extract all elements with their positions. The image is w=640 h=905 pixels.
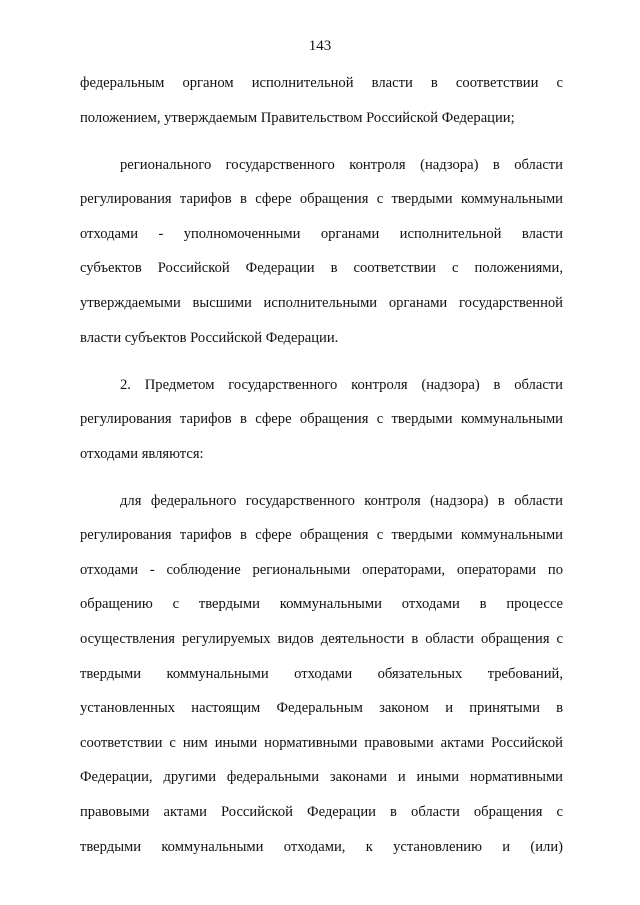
text-line: отходами - соблюдение региональными операторами, операторами по <box>80 561 563 578</box>
paragraph-3 <box>80 368 563 472</box>
text-line: отходами являются: <box>80 445 204 462</box>
text-line: твердыми коммунальными отходами, к установлению и (или) <box>80 838 563 855</box>
text-line: обращению с твердыми коммунальными отходами в процессе <box>80 596 563 613</box>
paragraph-4 <box>80 484 563 865</box>
text-line: Федерации, другими федеральными законами и иными нормативными <box>80 769 563 786</box>
text-line: положением, утверждаемым Правительством Российской Федерации; <box>80 109 515 126</box>
text-line: для федерального государственного контроля (надзора) в области <box>120 492 563 509</box>
text-line: власти субъектов Российской Федерации. <box>80 329 339 346</box>
paragraph-1 <box>80 66 563 135</box>
paragraph-2 <box>80 148 563 356</box>
text-line: соответствии с ним иными нормативными правовыми актами Российской <box>80 734 563 751</box>
text-line: регионального государственного контроля (надзора) в области <box>120 156 563 173</box>
document-body <box>80 66 563 864</box>
text-line: субъектов Российской Федерации в соответствии с положениями, <box>80 260 563 277</box>
text-line: регулирования тарифов в сфере обращения с твердыми коммунальными <box>80 191 563 208</box>
text-line: федеральным органом исполнительной власти в соответствии с <box>80 75 563 91</box>
text-line: отходами - уполномоченными органами исполнительной власти <box>80 225 563 242</box>
text-line: регулирования тарифов в сфере обращения с твердыми коммунальными <box>80 527 563 544</box>
page-number: 143 <box>308 38 332 54</box>
text-line: регулирования тарифов в сфере обращения с твердыми коммунальными <box>80 411 563 428</box>
text-line: утверждаемыми высшими исполнительными органами государственной <box>80 294 563 311</box>
text-line: 2. Предметом государственного контроля (надзора) в области <box>120 376 563 393</box>
text-line: установленных настоящим Федеральным законом и принятыми в <box>80 700 563 717</box>
text-line: осуществления регулируемых видов деятельности в области обращения с <box>80 631 563 648</box>
text-line: правовыми актами Российской Федерации в области обращения с <box>80 804 563 821</box>
text-line: твердыми коммунальными отходами обязательных требований, <box>80 665 563 682</box>
